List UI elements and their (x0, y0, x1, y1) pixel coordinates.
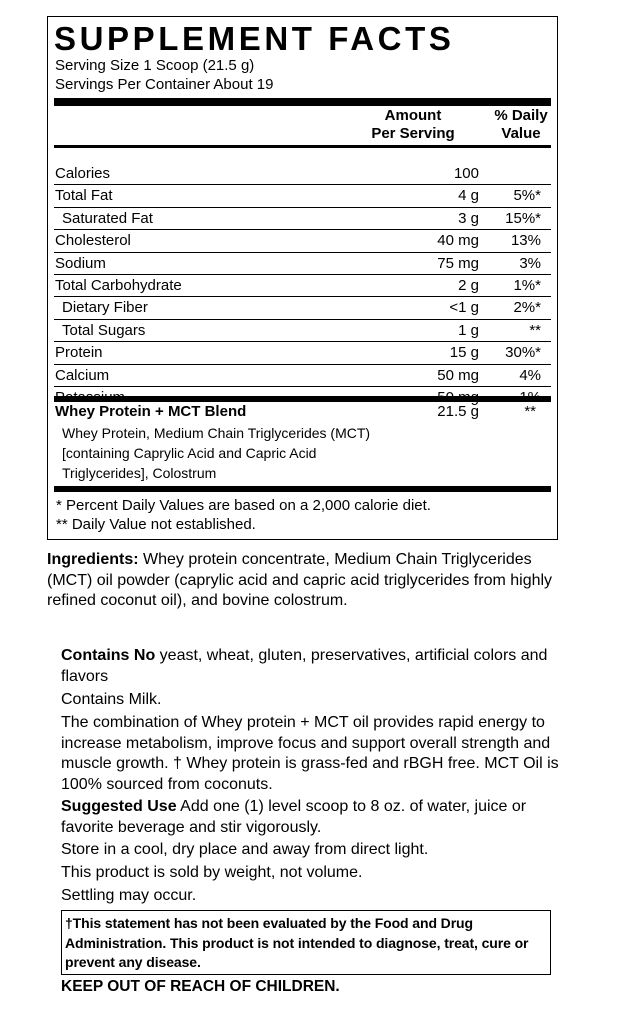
children-warning: KEEP OUT OF REACH OF CHILDREN. (61, 978, 340, 995)
amount-header-line-2: Per Serving (371, 125, 455, 142)
nutrient-daily-value: 15%* (505, 209, 541, 227)
nutrient-daily-value: 4% (519, 366, 541, 384)
dv-header-line-1: % Daily (494, 107, 548, 124)
fda-disclaimer-box (61, 910, 551, 975)
nutrient-name: Cholesterol (55, 232, 131, 250)
footnote-divider (54, 486, 551, 492)
blend-ingredients: Whey Protein, Medium Chain Triglycerides (MCT) [containing Caprylic Acid and Capric Acid Triglycerides], Colostrum (62, 425, 371, 481)
nutrient-name: Total Sugars (62, 321, 146, 339)
thick-divider (54, 98, 551, 106)
daily-value-header (488, 107, 554, 143)
suggested-use-label: Suggested Use (61, 798, 177, 815)
nutrient-amount: 15 g (449, 344, 479, 362)
nutrient-name: Sodium (55, 254, 106, 272)
ingredients-label: Ingredients: (47, 551, 139, 568)
nutrient-daily-value: 5%* (513, 187, 541, 205)
nutrient-daily-value: ** (529, 321, 541, 339)
contains-no-label: Contains No (61, 647, 156, 664)
settling-note: Settling may occur. (61, 887, 197, 904)
header-divider (54, 145, 551, 148)
nutrient-amount: 2 g (458, 277, 479, 294)
contains-no-paragraph (61, 646, 563, 687)
servings-per-container: Servings Per Container About 19 (55, 76, 274, 93)
amount-header (358, 107, 468, 143)
storage-instructions: Store in a cool, dry place and away from direct light. (61, 841, 429, 858)
amount-header-line-1: Amount (384, 107, 442, 124)
nutrient-name: Saturated Fat (62, 209, 153, 227)
facts-title: SUPPLEMENT FACTS (54, 20, 455, 57)
ingredients-text: Whey protein concentrate, Medium Chain Triglycerides (MCT) oil powder (caprylic acid and capric acid triglycerides from highly refined coconut oil), and bovine colostrum. (47, 551, 553, 609)
contains-no-text: yeast, wheat, gluten, preservatives, artificial colors and flavors (61, 647, 548, 685)
nutrient-amount: 75 mg (437, 254, 479, 272)
nutrient-daily-value: 2%* (513, 299, 541, 317)
nutrient-row (54, 163, 551, 185)
nutrient-daily-value: 1%* (513, 277, 541, 294)
nutrient-row (54, 253, 551, 275)
nutrient-amount: 1 g (458, 321, 479, 339)
nutrient-row (54, 185, 551, 207)
nutrient-amount: <1 g (449, 299, 479, 317)
nutrient-row (54, 342, 551, 364)
sold-by-weight: This product is sold by weight, not volume. (61, 864, 363, 881)
blend-name: Whey Protein + MCT Blend (55, 403, 247, 420)
dv-header-line-2: Value (501, 125, 541, 142)
nutrient-name: Dietary Fiber (62, 299, 148, 317)
product-description: The combination of Whey protein + MCT oil provides rapid energy to increase metabolism, improve focus and support overall strength and muscle growth. † Whey protein is grass-fed and rBGH free. MCT Oil is 100% sourced from coconuts. (61, 714, 559, 793)
nutrient-amount: 4 g (458, 187, 479, 205)
blend-amount: 21.5 g (437, 403, 479, 420)
nutrient-name: Protein (55, 344, 103, 362)
nutrient-amount: 50 mg (437, 366, 479, 384)
nutrient-row (54, 320, 551, 342)
supplement-facts-panel (47, 16, 558, 540)
contains-milk: Contains Milk. (61, 691, 162, 708)
nutrient-name: Calories (55, 165, 111, 182)
nutrient-name: Total Fat (55, 187, 113, 205)
nutrient-daily-value: 13% (510, 232, 541, 250)
nutrient-row (54, 230, 551, 252)
footnote-not-established: ** Daily Value not established. (56, 516, 256, 533)
nutrient-row (54, 297, 551, 319)
suggested-use-text: Add one (1) level scoop to 8 oz. of water, juice or favorite beverage and stir vigorously. (61, 798, 527, 836)
nutrient-amount: 3 g (458, 209, 479, 227)
blend-divider (54, 396, 551, 402)
nutrient-daily-value: 3% (519, 254, 541, 272)
suggested-use-paragraph (61, 797, 563, 838)
ingredients-paragraph (47, 550, 563, 612)
nutrient-name: Calcium (55, 366, 110, 384)
nutrient-row (54, 275, 551, 297)
footnote-daily-values: * Percent Daily Values are based on a 2,000 calorie diet. (56, 497, 431, 514)
nutrient-amount: 40 mg (437, 232, 479, 250)
nutrient-row (54, 365, 551, 387)
blend-daily-value: ** (524, 403, 536, 420)
nutrient-amount: 100 (453, 165, 479, 182)
nutrient-row (54, 208, 551, 230)
nutrient-name: Total Carbohydrate (55, 277, 182, 294)
nutrient-daily-value: 30%* (505, 344, 541, 362)
fda-statement: †This statement has not been evaluated by the Food and Drug Administration. This product is not intended to diagnose, treat, cure or prevent any disease. (65, 915, 529, 970)
serving-size: Serving Size 1 Scoop (21.5 g) (55, 57, 255, 74)
